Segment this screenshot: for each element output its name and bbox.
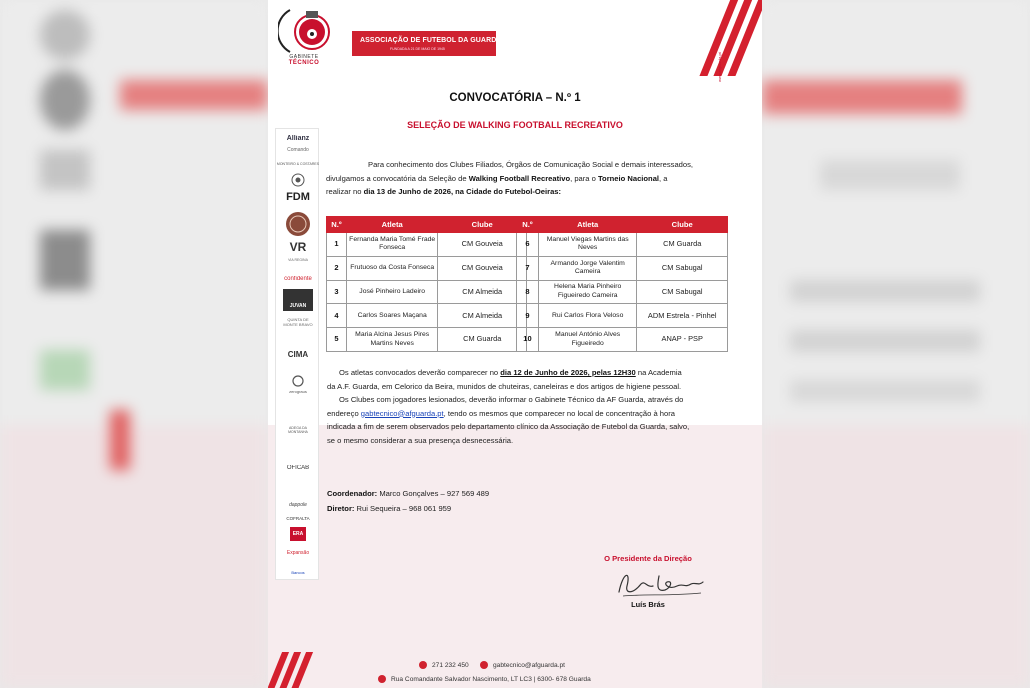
athlete-number: 5 — [327, 328, 347, 352]
intro-bold-walking-football: Walking Football Recreativo — [468, 173, 571, 183]
athlete-name: Frutuoso da Costa Fonseca — [346, 256, 438, 280]
athlete-name: Helena Maria Pinheiro Figueiredo Cameira — [538, 280, 637, 304]
footer-address — [378, 675, 591, 683]
table-row — [327, 280, 527, 304]
email-icon — [480, 661, 488, 669]
table-row — [327, 328, 527, 352]
sponsor-era — [276, 527, 320, 541]
sponsor-fdm: FDM — [286, 191, 310, 203]
intro-text-2: divulgamos a convocatória da Seleção de — [326, 173, 469, 183]
footer-phone-text: 271 232 450 — [432, 661, 469, 669]
athlete-name: Carlos Soares Maçana — [346, 304, 438, 328]
concentration-date-time: dia 12 de Junho de 2026, pelas 12H30 — [500, 368, 636, 377]
athlete-name: Armando Jorge Valentim Cameira — [538, 256, 637, 280]
athlete-club: CM Gouveia — [438, 233, 527, 257]
sponsor-expansao: Expansão — [286, 550, 310, 556]
association-banner — [352, 31, 502, 56]
injury-text-5: se o mesmo considerar a sua presença desnecessária. — [327, 435, 514, 445]
gabinete-tecnico-label — [278, 54, 330, 66]
column-header-athlete: Atleta — [538, 217, 637, 233]
sponsor-juvan — [276, 289, 320, 311]
athlete-number: 7 — [517, 256, 539, 280]
sponsor-via-regina: VIA REGINA — [288, 258, 308, 262]
athletes-table-right — [516, 216, 728, 352]
column-header-club: Clube — [637, 217, 728, 233]
unit-label-top: GABINETE — [289, 54, 319, 60]
athlete-club: CM Sabugal — [637, 280, 728, 304]
coordinator-value: Marco Gonçalves – 927 569 489 — [377, 489, 490, 498]
table-header-row — [327, 217, 527, 233]
athlete-club: ADM Estrela - Pinhel — [637, 304, 728, 328]
athlete-number: 8 — [517, 280, 539, 304]
column-header-number: N.º — [327, 217, 347, 233]
concentration-text-3: da A.F. Guarda, em Celorico da Beira, munidos de chuteiras, caneleiras e dos artigos de higiene pessoal. — [327, 381, 682, 391]
sponsor-comando: Comando — [287, 147, 309, 153]
sponsor-era-badge: ERA — [290, 527, 306, 541]
footer-phone — [419, 661, 469, 669]
athlete-name: José Pinheiro Ladeiro — [346, 280, 438, 304]
sponsor-bank: Bancos — [291, 570, 305, 575]
sponsor-oficab: OFICAB — [286, 465, 310, 471]
intro-text-5: realizar no — [326, 187, 364, 196]
athlete-club: CM Sabugal — [637, 256, 728, 280]
coordinator-label: Coordenador: — [327, 489, 378, 498]
athlete-number: 9 — [517, 304, 539, 328]
sponsor-juvan-badge: JUVAN — [283, 289, 313, 311]
column-header-number: N.º — [517, 217, 539, 233]
intro-text-3: , para o — [570, 173, 598, 183]
sponsor-dappole: dappole — [289, 502, 307, 508]
intro-bold-tournament: Torneio Nacional — [597, 173, 660, 183]
athlete-club: ANAP - PSP — [637, 328, 728, 352]
phone-icon — [419, 661, 427, 669]
intro-line-1: Para conhecimento dos Clubes Filiados, Órgãos de Comunicação Social e demais interessados, — [368, 160, 694, 169]
athlete-number: 3 — [327, 280, 347, 304]
president-signature — [613, 566, 709, 600]
president-name: Luís Brás — [631, 600, 665, 609]
director-label: Diretor: — [327, 504, 355, 513]
injury-text-1: Os Clubes com jogadores lesionados, deverão informar o Gabinete Técnico da AF Guarda, através do — [339, 395, 684, 404]
concentration-text-1: Os atletas convocados deverão comparecer no — [339, 368, 501, 377]
email-link[interactable]: gabtecnico@afguarda.pt — [360, 408, 444, 418]
sponsor-adega: ADEGA DA MONTANHA — [288, 426, 308, 434]
concentration-text-2: na Academia — [635, 368, 682, 377]
director-line — [327, 504, 451, 513]
association-name: ASSOCIAÇÃO DE FUTEBOL DA GUARDA — [360, 37, 502, 44]
athlete-number: 6 — [517, 233, 539, 257]
coordinator-line — [327, 489, 489, 498]
document-page — [268, 0, 762, 688]
director-value: Rui Sequeira – 968 061 959 — [354, 504, 452, 513]
injury-text-2: endereço — [327, 408, 361, 418]
athlete-name: Manuel Viegas Martins das Neves — [538, 233, 637, 257]
sponsor-monte-bravo: QUINTA DE MONTE BRAVO — [283, 317, 313, 327]
sponsor-emblem-icon — [276, 173, 320, 187]
sponsor-allianz: Allianz — [286, 135, 310, 142]
table-row — [517, 233, 728, 257]
athlete-name: Maria Alcina Jesus Pires Martins Neves — [346, 328, 438, 352]
footer-email-text[interactable]: gabtecnico@afguarda.pt — [493, 661, 565, 669]
athletes-table-left — [326, 216, 527, 352]
athlete-number: 1 — [327, 233, 347, 257]
sponsor-cima: CIMA — [287, 350, 309, 359]
intro-paragraph — [326, 158, 726, 199]
table-row — [327, 304, 527, 328]
injury-text-3: , tendo os mesmos que comparecer no local de concentração à hora — [443, 408, 675, 418]
table-row — [327, 256, 527, 280]
footer-address-text: Rua Comandante Salvador Nascimento, LT LC3 | 6300- 678 Guarda — [391, 675, 591, 683]
athlete-name: Fernanda Maria Tomé Frade Fonseca — [346, 233, 438, 257]
athlete-number: 4 — [327, 304, 347, 328]
header-stripes-decoration — [706, 0, 762, 68]
intro-text-4: , a — [659, 173, 668, 183]
athlete-club: CM Almeida — [438, 280, 527, 304]
concentration-paragraph — [327, 366, 727, 393]
athlete-number: 10 — [517, 328, 539, 352]
table-row — [517, 256, 728, 280]
sponsor-confidente: confidente — [284, 276, 312, 282]
athlete-club: CM Guarda — [637, 233, 728, 257]
table-row — [517, 304, 728, 328]
footer-stripes-decoration — [268, 656, 328, 688]
athlete-name: Manuel António Alves Figueiredo — [538, 328, 637, 352]
unit-label-bottom: TÉCNICO — [288, 60, 320, 66]
athlete-number: 2 — [327, 256, 347, 280]
side-website-url: www.afguarda.pt — [717, 52, 722, 82]
athlete-club: CM Gouveia — [438, 256, 527, 280]
column-header-athlete: Atleta — [346, 217, 438, 233]
document-subtitle: SELEÇÃO DE WALKING FOOTBALL RECREATIVO — [407, 120, 623, 130]
table-header-row — [517, 217, 728, 233]
table-row — [327, 233, 527, 257]
footer-email — [480, 661, 565, 669]
sponsor-zerograus: zerograus — [289, 389, 307, 394]
athlete-club: CM Guarda — [438, 328, 527, 352]
table-row — [517, 280, 728, 304]
athlete-club: CM Almeida — [438, 304, 527, 328]
document-title: CONVOCATÓRIA – N.º 1 — [449, 92, 581, 104]
association-founding: FUNDADA A 21 DE MAIO DE 1945 — [390, 47, 445, 51]
table-row — [517, 328, 728, 352]
sponsor-vr: VR — [289, 241, 307, 254]
athlete-name: Rui Carlos Flora Veloso — [538, 304, 637, 328]
intro-bold-date-location: dia 13 de Junho de 2026, na Cidade do Futebol-Oeiras: — [363, 187, 562, 196]
injury-text-4: indicada a fim de serem observados pelo departamento clínico da Associação de Futebol da Guarda, salvo, — [327, 422, 690, 431]
sponsor-cofralta: COFRALTA — [286, 516, 310, 521]
sponsor-column — [275, 128, 319, 580]
sponsor-monteiro: MONTEIRO & COSTARES — [276, 162, 320, 166]
column-header-club: Clube — [438, 217, 527, 233]
sponsor-round-logo-icon — [276, 211, 320, 237]
location-pin-icon — [378, 675, 386, 683]
president-title: O Presidente da Direção — [604, 554, 692, 563]
injury-paragraph — [327, 393, 727, 447]
sponsor-zerograus-icon — [276, 375, 320, 387]
